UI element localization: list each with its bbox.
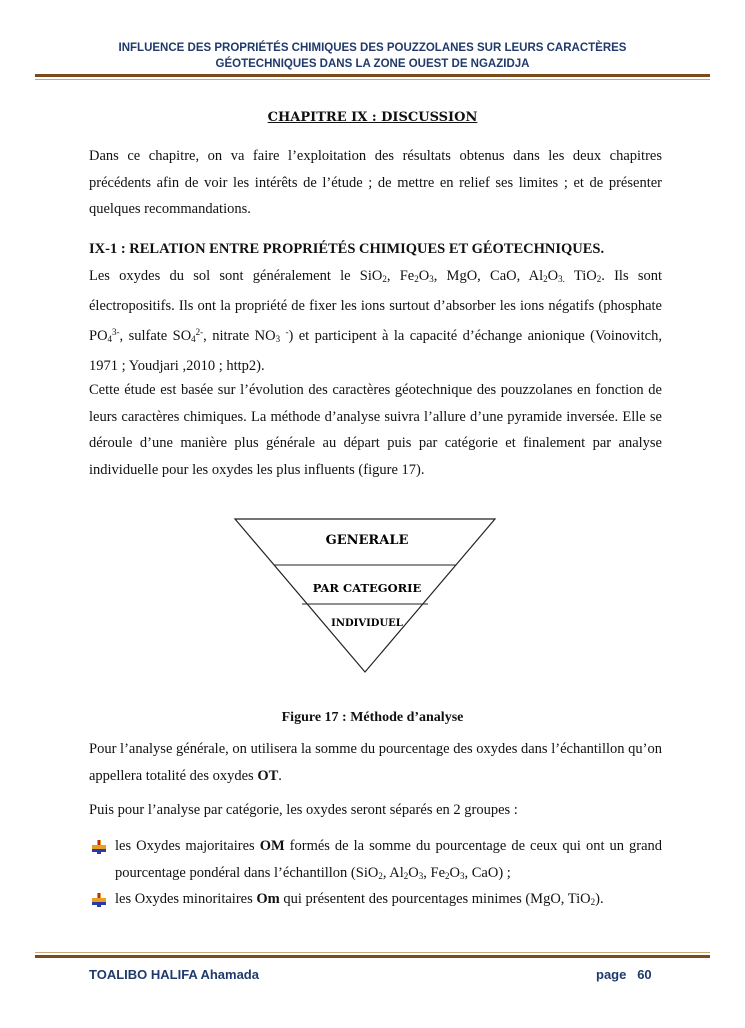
level-general: GENERALE [325,533,409,548]
level-category: PAR CATEGORIE [312,581,422,595]
bullet-plus-icon [92,840,106,854]
footer-page [596,967,652,982]
oxides-paragraph: Les oxydes du sol sont généralement le SiO$_2$, $Fe_2O_3$, MgO, CaO, $Al_2O_{3.}$ TiO$_2$. Ils sont électropositifs. Ils ont la propriété de fixer les ions surtout d’absorber les ions négatifs (phosphate $PO_4^{3-}$, sulfate $SO_4^{2-}$, nitrate $NO_3$ -) et participent à la capacité d’échange anionique (Voinovitch, 1971 ; Youdjari ,2010 ; http2). [89,268,662,374]
header-line-1: INFLUENCE DES PROPRIÉTÉS CHIMIQUES DES POUZZOLANES SUR LEURS CARACTÈRES [118,42,627,54]
page-number: 60 [637,967,652,982]
category-analysis-paragraph: Puis pour l’analyse par catégorie, les oxydes seront séparés en 2 groupes : [89,802,518,818]
general-analysis-paragraph: Pour l’analyse générale, on utilisera la somme du pourcentage des oxydes dans l’échantillon qu’on appellera totalité des oxydes OT. [89,741,662,784]
footer-rule [35,952,710,958]
level-individual: INDIVIDUEL [331,618,403,629]
header-rule [35,74,710,80]
page-label: page [596,967,627,982]
header-line-2: GÉOTECHNIQUES DANS LA ZONE OUEST DE NGAZIDJA [215,58,530,70]
method-paragraph: Cette étude est basée sur l’évolution des caractères géotechnique des pouzzolanes en fonction de leurs caractères chimiques. La méthode d’analyse suivra l’allure d’une pyramide inversée. Elle se déroule d’une manière plus générale au départ puis par catégorie et finalement par analyse individuelle pour les oxydes les plus influents (figure 17). [89,382,662,478]
chapter-title: CHAPITRE IX : DISCUSSION [267,110,478,125]
running-header [60,40,685,72]
list-item: les Oxydes majoritaires OM formés de la somme du pourcentage de ceux qui ont un grand pourcentage pondéral dans l’échantillon (SiO$_2$, $Al_2O_3$, $Fe_2O_3$, CaO) ; [89,833,662,889]
inverted-pyramid-diagram [230,514,500,676]
figure-caption: Figure 17 : Méthode d’analyse [281,710,464,725]
footer-author: TOALIBO HALIFA Ahamada [89,967,259,982]
list-item: les Oxydes minoritaires Om qui présentent des pourcentages minimes (MgO, TiO$_2$). [89,886,662,916]
intro-paragraph: Dans ce chapitre, on va faire l’exploitation des résultats obtenus dans les deux chapitres précédents afin de voir les intérêts de l’étude ; de mettre en relief ses limites ; et de présenter quelques recommandations. [89,148,662,217]
bullet-plus-icon [92,893,106,907]
section-heading: IX-1 : RELATION ENTRE PROPRIÉTÉS CHIMIQUES ET GÉOTECHNIQUES. [89,241,605,257]
